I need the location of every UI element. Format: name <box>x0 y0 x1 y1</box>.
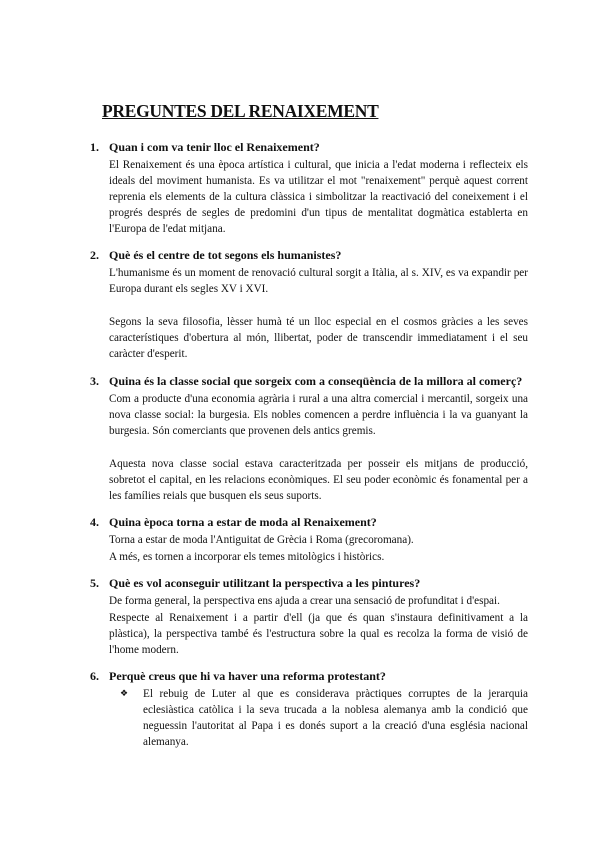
question-5 <box>90 576 528 658</box>
answer-paragraph: Aquesta nova classe social estava caracteritzada per posseir els mitjans de producció, sobretot el capital, en les relacions econòmiques. El seu poder econòmic és fonamental per a les famílies reials que busquen els seus suports. <box>109 458 528 502</box>
question-6 <box>90 669 528 750</box>
answer-line: Torna a estar de moda l'Antiguitat de Grècia i Roma (grecoromana). <box>109 534 414 546</box>
answer-paragraph: El Renaixement és una època artística i cultural, que inicia a l'edat moderna i reflecteix els ideals del moviment humanista. Es va utilitzar el mot "renaixement" perquè aquest corrent reprenia els elements de la cultura clàssica i simbolitzar la reactivació del coneixement i el progrés després de segles de predomini d'un tipus de mentalitat dogmàtica establerta en l'Europa de l'edat mitjana. <box>109 159 528 235</box>
question-2 <box>90 248 528 362</box>
bullet-text: El rebuig de Luter al que es considerava pràctiques corruptes de la jerarquia eclesiàstica catòlica i la seva trucada a la noblesa alemanya amb la condició que neguessin l'autoritat al Papa i es donés suport a la creació d'una església nacional alemanya. <box>143 688 528 748</box>
page-title: PREGUNTES DEL RENAIXEMENT <box>102 101 379 121</box>
question-1 <box>90 140 528 237</box>
question-number: 3. <box>90 374 99 388</box>
answer-paragraph: Segons la seva filosofia, lèsser humà té un lloc especial en el cosmos gràcies a les seves característiques d'obertura al món, llibertat, poder de transcendir immediatament i el seu caràcter d'esperit. <box>109 316 528 360</box>
question-heading <box>90 140 528 156</box>
question-text: Quina és la classe social que sorgeix com a conseqüència de la millora al comerç? <box>109 374 523 388</box>
question-text: Quina època torna a estar de moda al Renaixement? <box>109 515 377 529</box>
answer-paragraph: L'humanisme és un moment de renovació cultural sorgit a Itàlia, al s. XIV, es va expandir per Europa durant els segles XV i XVI. <box>109 267 528 295</box>
question-number: 6. <box>90 669 99 683</box>
bullet-item <box>120 686 528 750</box>
question-4 <box>90 515 528 565</box>
question-3 <box>90 374 528 504</box>
diamond-bullet-icon: ❖ <box>120 688 129 698</box>
question-heading <box>90 515 528 531</box>
question-text: Perquè creus que hi va haver una reforma protestant? <box>109 669 386 683</box>
question-heading <box>90 248 528 264</box>
question-text: Què es vol aconseguir utilitzant la perspectiva a les pintures? <box>109 576 421 590</box>
question-number: 1. <box>90 140 99 154</box>
answer-line: De forma general, la perspectiva ens ajuda a crear una sensació de profunditat i d'espai. <box>109 595 500 607</box>
question-number: 5. <box>90 576 99 590</box>
question-heading <box>90 576 528 592</box>
question-text: Què és el centre de tot segons els humanistes? <box>109 248 342 262</box>
question-number: 4. <box>90 515 99 529</box>
question-number: 2. <box>90 248 99 262</box>
answer-paragraph: Com a producte d'una economia agrària i rural a una altra comercial i mercantil, sorgeix una nova classe social: la burgesia. Els nobles comencen a perdre influència i la va guanyant la burgesia. Són comerciants que provenen dels antics gremis. <box>109 393 528 437</box>
question-heading <box>90 669 528 685</box>
question-text: Quan i com va tenir lloc el Renaixement? <box>109 140 320 154</box>
question-heading <box>90 374 528 390</box>
answer-line: A més, es tornen a incorporar els temes mitològics i històrics. <box>109 551 385 563</box>
answer-line: Respecte al Renaixement i a partir d'ell (ja que és quan s'instaura definitivament a la plàstica), la perspectiva també és l'estructura sobre la qual es recolza la forma de visió de l'home modern. <box>109 612 528 656</box>
